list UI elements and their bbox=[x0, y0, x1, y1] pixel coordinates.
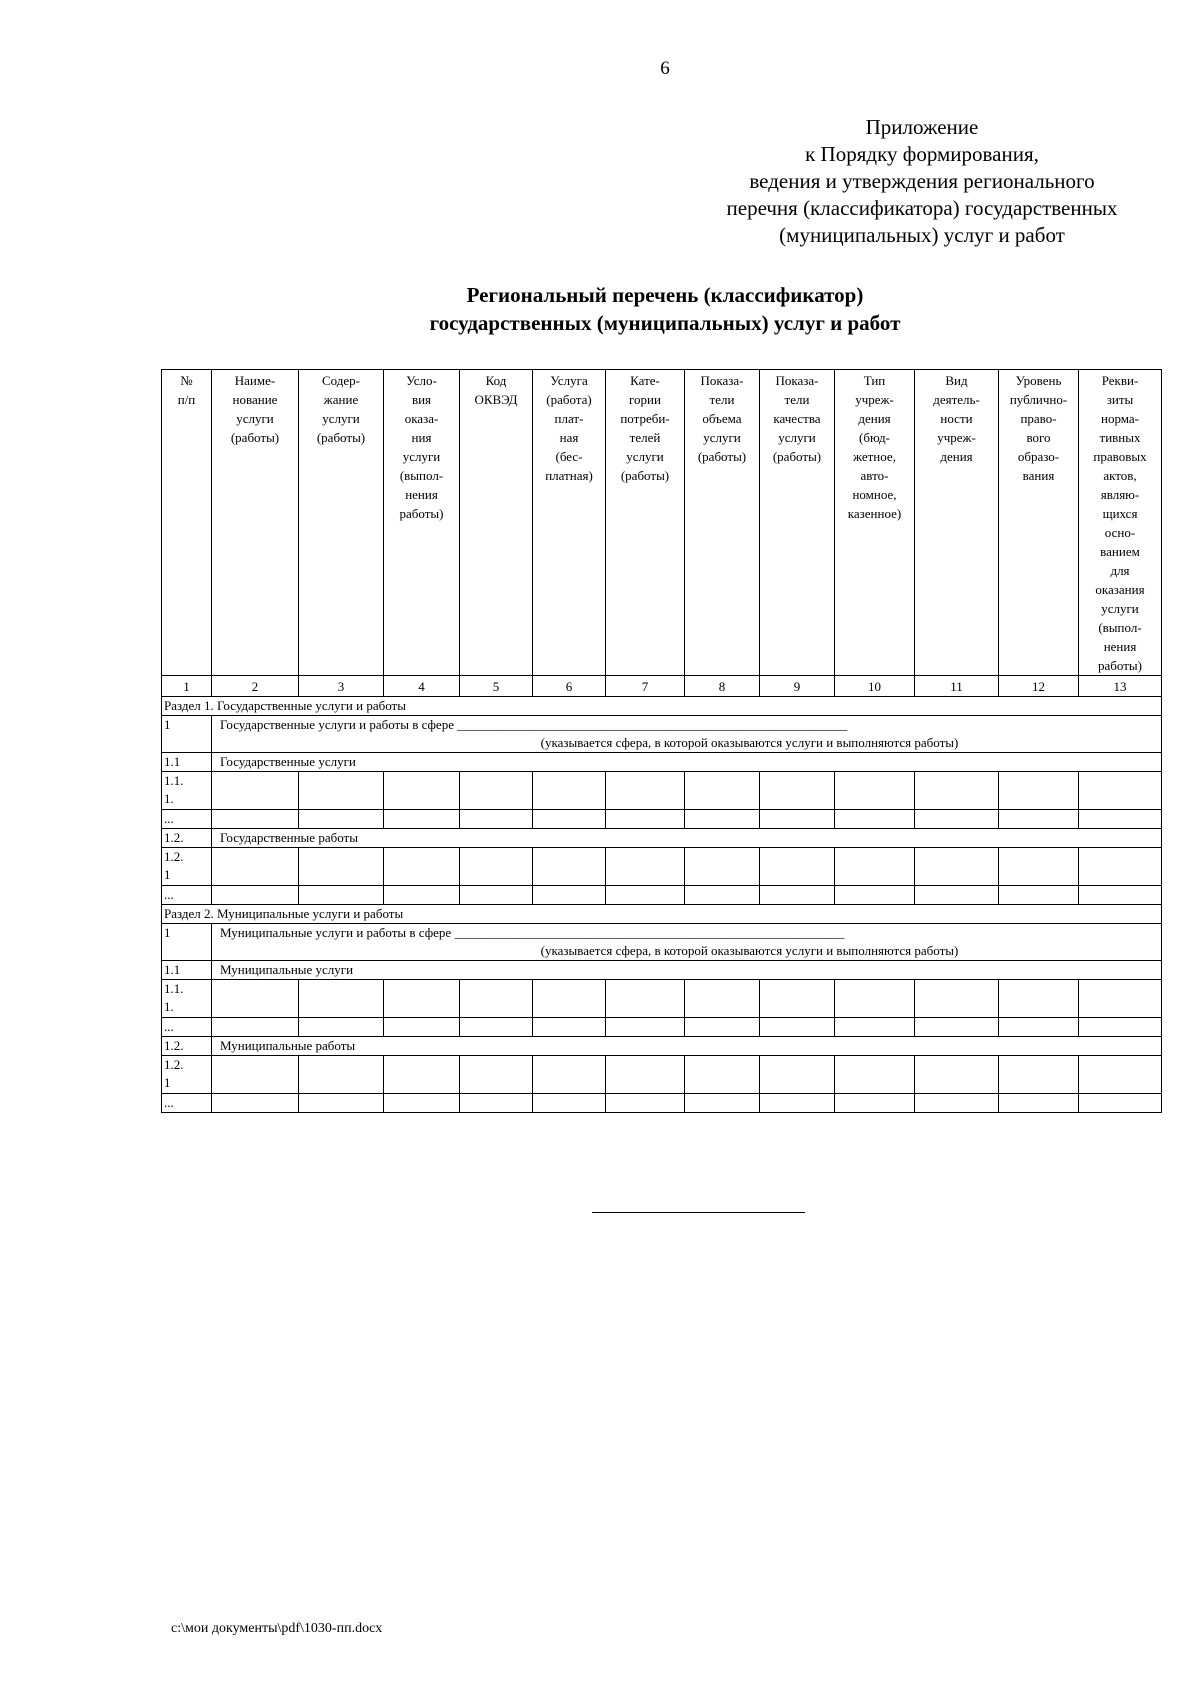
table-cell bbox=[685, 810, 760, 829]
table-cell bbox=[299, 1056, 384, 1094]
table-cell bbox=[384, 772, 460, 810]
table-row bbox=[162, 810, 1162, 829]
row-number: ... bbox=[162, 1018, 212, 1037]
group-row bbox=[162, 924, 1162, 961]
column-number: 5 bbox=[460, 676, 533, 697]
table-cell bbox=[533, 1018, 606, 1037]
table-cell bbox=[212, 980, 299, 1018]
table-cell bbox=[1079, 980, 1162, 1018]
table-cell bbox=[1079, 1056, 1162, 1094]
table-cell bbox=[384, 980, 460, 1018]
column-header: Кате- гории потреби- телей услуги (работы) bbox=[606, 370, 685, 676]
column-header: Наиме- нование услуги (работы) bbox=[212, 370, 299, 676]
row-number: ... bbox=[162, 886, 212, 905]
table-cell bbox=[384, 1018, 460, 1037]
row-number: 1.1. 1. bbox=[162, 980, 212, 1018]
table-cell bbox=[915, 980, 999, 1018]
appendix-line: к Порядку формирования, bbox=[805, 142, 1039, 166]
table-row bbox=[162, 1018, 1162, 1037]
subgroup-row bbox=[162, 961, 1162, 980]
column-header: Рекви- зиты норма- тивных правовых актов, являю- щихся осно- ванием для оказания услуги (выпол- нения работы) bbox=[1079, 370, 1162, 676]
table-body bbox=[162, 697, 1162, 1113]
end-separator-line bbox=[592, 1212, 805, 1213]
table-cell bbox=[533, 886, 606, 905]
column-number: 8 bbox=[685, 676, 760, 697]
row-number: 1.1 bbox=[162, 753, 212, 772]
table-cell bbox=[915, 848, 999, 886]
column-number-row bbox=[162, 676, 1162, 697]
column-number: 6 bbox=[533, 676, 606, 697]
table-cell bbox=[533, 848, 606, 886]
section-title: Раздел 1. Государственные услуги и работы bbox=[162, 697, 1162, 716]
table-cell bbox=[460, 886, 533, 905]
column-header: Усло- вия оказа- ния услуги (выпол- нения работы) bbox=[384, 370, 460, 676]
table-cell bbox=[533, 980, 606, 1018]
table-cell bbox=[212, 810, 299, 829]
group-label: Государственные услуги и работы в сфере ____________________________________________________________ bbox=[220, 717, 848, 732]
column-number: 1 bbox=[162, 676, 212, 697]
table-cell bbox=[299, 980, 384, 1018]
table-cell bbox=[1079, 1018, 1162, 1037]
table-cell bbox=[685, 772, 760, 810]
column-header: Показа- тели качества услуги (работы) bbox=[760, 370, 835, 676]
row-number: 1 bbox=[162, 716, 212, 753]
classifier-table bbox=[161, 369, 1162, 1113]
table-cell bbox=[685, 886, 760, 905]
table-cell bbox=[212, 848, 299, 886]
table-cell bbox=[999, 1056, 1079, 1094]
subgroup-row bbox=[162, 753, 1162, 772]
table-cell bbox=[999, 1018, 1079, 1037]
table-cell bbox=[1079, 810, 1162, 829]
table-cell bbox=[835, 980, 915, 1018]
row-number: 1.2. bbox=[162, 1037, 212, 1056]
table-cell bbox=[212, 886, 299, 905]
table-row bbox=[162, 1056, 1162, 1094]
table-cell bbox=[460, 848, 533, 886]
table-cell bbox=[533, 810, 606, 829]
table-cell bbox=[299, 1094, 384, 1113]
table-cell bbox=[460, 1056, 533, 1094]
table-header-row bbox=[162, 370, 1162, 676]
table-cell bbox=[460, 980, 533, 1018]
table-cell bbox=[760, 1018, 835, 1037]
table-cell bbox=[760, 980, 835, 1018]
column-header: № п/п bbox=[162, 370, 212, 676]
column-number: 12 bbox=[999, 676, 1079, 697]
column-number: 10 bbox=[835, 676, 915, 697]
column-header: Уровень публично- право- вого образо- вания bbox=[999, 370, 1079, 676]
table-cell bbox=[685, 1056, 760, 1094]
appendix-note bbox=[662, 114, 1182, 249]
table-cell bbox=[212, 772, 299, 810]
column-number: 13 bbox=[1079, 676, 1162, 697]
table-cell bbox=[212, 1056, 299, 1094]
column-number: 2 bbox=[212, 676, 299, 697]
table-cell bbox=[835, 1018, 915, 1037]
row-number: 1.1 bbox=[162, 961, 212, 980]
section-row bbox=[162, 697, 1162, 716]
table-cell bbox=[835, 1056, 915, 1094]
table-row bbox=[162, 886, 1162, 905]
table-cell bbox=[606, 772, 685, 810]
table-cell bbox=[606, 886, 685, 905]
table-cell bbox=[533, 1056, 606, 1094]
table-cell bbox=[299, 848, 384, 886]
row-number: 1 bbox=[162, 924, 212, 961]
column-header: Услуга (работа) плат- ная (бес- платная) bbox=[533, 370, 606, 676]
subgroup-label: Муниципальные услуги bbox=[212, 961, 1162, 980]
footer-file-path: c:\мои документы\pdf\1030-пп.docx bbox=[171, 1621, 383, 1636]
section-title: Раздел 2. Муниципальные услуги и работы bbox=[162, 905, 1162, 924]
column-header: Тип учреж- дения (бюд- жетное, авто- номное, казенное) bbox=[835, 370, 915, 676]
table-cell bbox=[835, 886, 915, 905]
table-cell bbox=[384, 810, 460, 829]
table-cell bbox=[685, 848, 760, 886]
table-cell bbox=[999, 810, 1079, 829]
table-cell bbox=[460, 1018, 533, 1037]
column-number: 7 bbox=[606, 676, 685, 697]
row-number: 1.2. 1 bbox=[162, 848, 212, 886]
table-row bbox=[162, 1094, 1162, 1113]
table-cell bbox=[299, 886, 384, 905]
row-number: 1.1. 1. bbox=[162, 772, 212, 810]
subgroup-label: Муниципальные работы bbox=[212, 1037, 1162, 1056]
column-number: 11 bbox=[915, 676, 999, 697]
table-cell bbox=[299, 772, 384, 810]
table-cell bbox=[999, 848, 1079, 886]
table-cell bbox=[384, 886, 460, 905]
title-line: Региональный перечень (классификатор) bbox=[466, 283, 864, 307]
table-cell bbox=[1079, 772, 1162, 810]
row-number: 1.2. bbox=[162, 829, 212, 848]
table-cell bbox=[212, 1018, 299, 1037]
table-cell bbox=[760, 810, 835, 829]
document-title bbox=[300, 281, 1030, 337]
table-cell bbox=[533, 1094, 606, 1113]
table-row bbox=[162, 848, 1162, 886]
table-cell bbox=[299, 810, 384, 829]
table-cell bbox=[760, 1056, 835, 1094]
section-row bbox=[162, 905, 1162, 924]
table-cell bbox=[999, 772, 1079, 810]
table-cell bbox=[835, 772, 915, 810]
subgroup-label: Государственные услуги bbox=[212, 753, 1162, 772]
table-row bbox=[162, 980, 1162, 1018]
group-hint: (указывается сфера, в которой оказываются услуги и выполняются работы) bbox=[540, 943, 959, 958]
row-number: 1.2. 1 bbox=[162, 1056, 212, 1094]
table-row bbox=[162, 772, 1162, 810]
table-cell bbox=[915, 810, 999, 829]
appendix-line: Приложение bbox=[865, 115, 979, 139]
table-cell bbox=[1079, 1094, 1162, 1113]
subgroup-row bbox=[162, 1037, 1162, 1056]
table-cell bbox=[606, 1056, 685, 1094]
column-header: Вид деятель- ности учреж- дения bbox=[915, 370, 999, 676]
table-cell bbox=[606, 810, 685, 829]
table-cell bbox=[1079, 848, 1162, 886]
group-label: Муниципальные услуги и работы в сфере ____________________________________________________________ bbox=[220, 925, 845, 940]
table-cell bbox=[760, 886, 835, 905]
table-cell bbox=[915, 886, 999, 905]
column-number: 9 bbox=[760, 676, 835, 697]
column-number: 3 bbox=[299, 676, 384, 697]
column-header: Показа- тели объема услуги (работы) bbox=[685, 370, 760, 676]
table-cell bbox=[915, 1094, 999, 1113]
column-number: 4 bbox=[384, 676, 460, 697]
group-cell bbox=[212, 924, 1162, 961]
table-cell bbox=[835, 810, 915, 829]
table-cell bbox=[999, 1094, 1079, 1113]
table-cell bbox=[299, 1018, 384, 1037]
table-cell bbox=[460, 772, 533, 810]
table-cell bbox=[606, 980, 685, 1018]
table-cell bbox=[460, 810, 533, 829]
table-cell bbox=[384, 848, 460, 886]
group-hint: (указывается сфера, в которой оказываются услуги и выполняются работы) bbox=[540, 735, 959, 750]
table-cell bbox=[384, 1094, 460, 1113]
subgroup-row bbox=[162, 829, 1162, 848]
table-cell bbox=[212, 1094, 299, 1113]
group-row bbox=[162, 716, 1162, 753]
table-cell bbox=[606, 848, 685, 886]
table-cell bbox=[760, 1094, 835, 1113]
table-cell bbox=[685, 980, 760, 1018]
table-cell bbox=[999, 886, 1079, 905]
page-number: 6 bbox=[660, 58, 670, 79]
table-cell bbox=[685, 1018, 760, 1037]
table-cell bbox=[384, 1056, 460, 1094]
row-number: ... bbox=[162, 810, 212, 829]
table-cell bbox=[760, 772, 835, 810]
appendix-line: ведения и утверждения регионального bbox=[749, 169, 1095, 193]
table-cell bbox=[606, 1094, 685, 1113]
column-header: Содер- жание услуги (работы) bbox=[299, 370, 384, 676]
appendix-line: перечня (классификатора) государственных bbox=[726, 196, 1118, 220]
table-cell bbox=[685, 1094, 760, 1113]
appendix-line: (муниципальных) услуг и работ bbox=[779, 223, 1065, 247]
table-cell bbox=[760, 848, 835, 886]
table-cell bbox=[1079, 886, 1162, 905]
table-cell bbox=[999, 980, 1079, 1018]
title-line: государственных (муниципальных) услуг и работ bbox=[429, 311, 901, 335]
table-cell bbox=[915, 1056, 999, 1094]
row-number: ... bbox=[162, 1094, 212, 1113]
subgroup-label: Государственные работы bbox=[212, 829, 1162, 848]
column-header: Код ОКВЭД bbox=[460, 370, 533, 676]
table-cell bbox=[606, 1018, 685, 1037]
group-cell bbox=[212, 716, 1162, 753]
table-cell bbox=[460, 1094, 533, 1113]
table-cell bbox=[835, 1094, 915, 1113]
table-cell bbox=[835, 848, 915, 886]
table-cell bbox=[915, 772, 999, 810]
table-cell bbox=[915, 1018, 999, 1037]
table-cell bbox=[533, 772, 606, 810]
